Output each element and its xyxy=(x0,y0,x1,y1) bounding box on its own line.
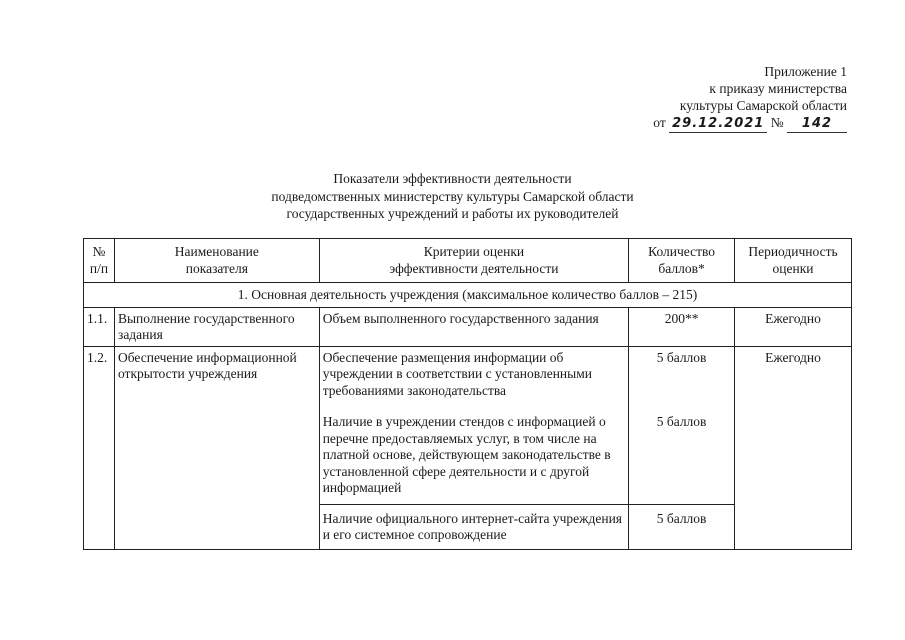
title-line-3: государственных учреждений и работы их руководителей xyxy=(286,206,619,221)
section-title: 1. Основная деятельность учреждения (максимальное количество баллов – 215) xyxy=(84,283,852,308)
row-1-2-period: Ежегодно xyxy=(735,346,852,549)
handwritten-date: 29.12.2021 xyxy=(669,115,767,133)
row-1-2-points-2: 5 баллов xyxy=(629,411,735,504)
header-points-text: Количество баллов* xyxy=(648,244,716,276)
appendix-line-2: к приказу министерства xyxy=(709,81,847,96)
document-title xyxy=(0,170,905,223)
title-line-2: подведомственных министерству культуры Самарской области xyxy=(271,188,634,204)
handwritten-number: 142 xyxy=(787,115,847,133)
row-1-2-points-3: 5 баллов xyxy=(629,504,735,549)
section-row xyxy=(84,283,852,308)
row-1-2-criteria-3: Наличие официального интернет-сайта учреждения и его системное сопровождение xyxy=(319,504,628,549)
header-period xyxy=(735,239,852,283)
row-1-1-name: Выполнение государственного задания xyxy=(114,307,319,346)
table-row xyxy=(84,346,852,411)
appendix-line-1: Приложение 1 xyxy=(764,64,847,79)
date-prefix: от xyxy=(653,115,666,130)
row-1-2-name: Обеспечение информационной открытости учреждения xyxy=(114,346,319,549)
header-period-text: Периодичность оценки xyxy=(748,244,838,276)
row-1-1-criteria: Объем выполненного государственного задания xyxy=(319,307,628,346)
header-num-text: № п/п xyxy=(89,244,109,276)
row-1-1-num: 1.1. xyxy=(84,307,115,346)
table-header-row xyxy=(84,239,852,283)
header-criteria xyxy=(319,239,628,283)
row-1-2-criteria-2: Наличие в учреждении стендов с информацией о перечне предоставляемых услуг, в том числе на платной основе, действующем законодательстве в установленной сфере деятельности и с другой информацией xyxy=(319,411,628,504)
header-criteria-text: Критерии оценки эффективности деятельности xyxy=(389,244,559,276)
row-1-2-num: 1.2. xyxy=(84,346,115,549)
row-1-1-points: 200** xyxy=(629,307,735,346)
header-name-text: Наименование показателя xyxy=(174,244,259,276)
indicators-table xyxy=(83,238,852,550)
appendix-date-line xyxy=(653,114,847,133)
header-name xyxy=(114,239,319,283)
number-prefix: № xyxy=(770,115,784,130)
appendix-block xyxy=(653,63,847,133)
header-num xyxy=(84,239,115,283)
table-row xyxy=(84,307,852,346)
title-line-1: Показатели эффективности деятельности xyxy=(333,171,572,186)
header-points xyxy=(629,239,735,283)
row-1-2-points-1: 5 баллов xyxy=(629,346,735,411)
row-1-2-criteria-1: Обеспечение размещения информации об учреждении в соответствии с установленными требованиями законодательства xyxy=(319,346,628,411)
row-1-1-period: Ежегодно xyxy=(735,307,852,346)
appendix-line-3: культуры Самарской области xyxy=(679,98,847,113)
